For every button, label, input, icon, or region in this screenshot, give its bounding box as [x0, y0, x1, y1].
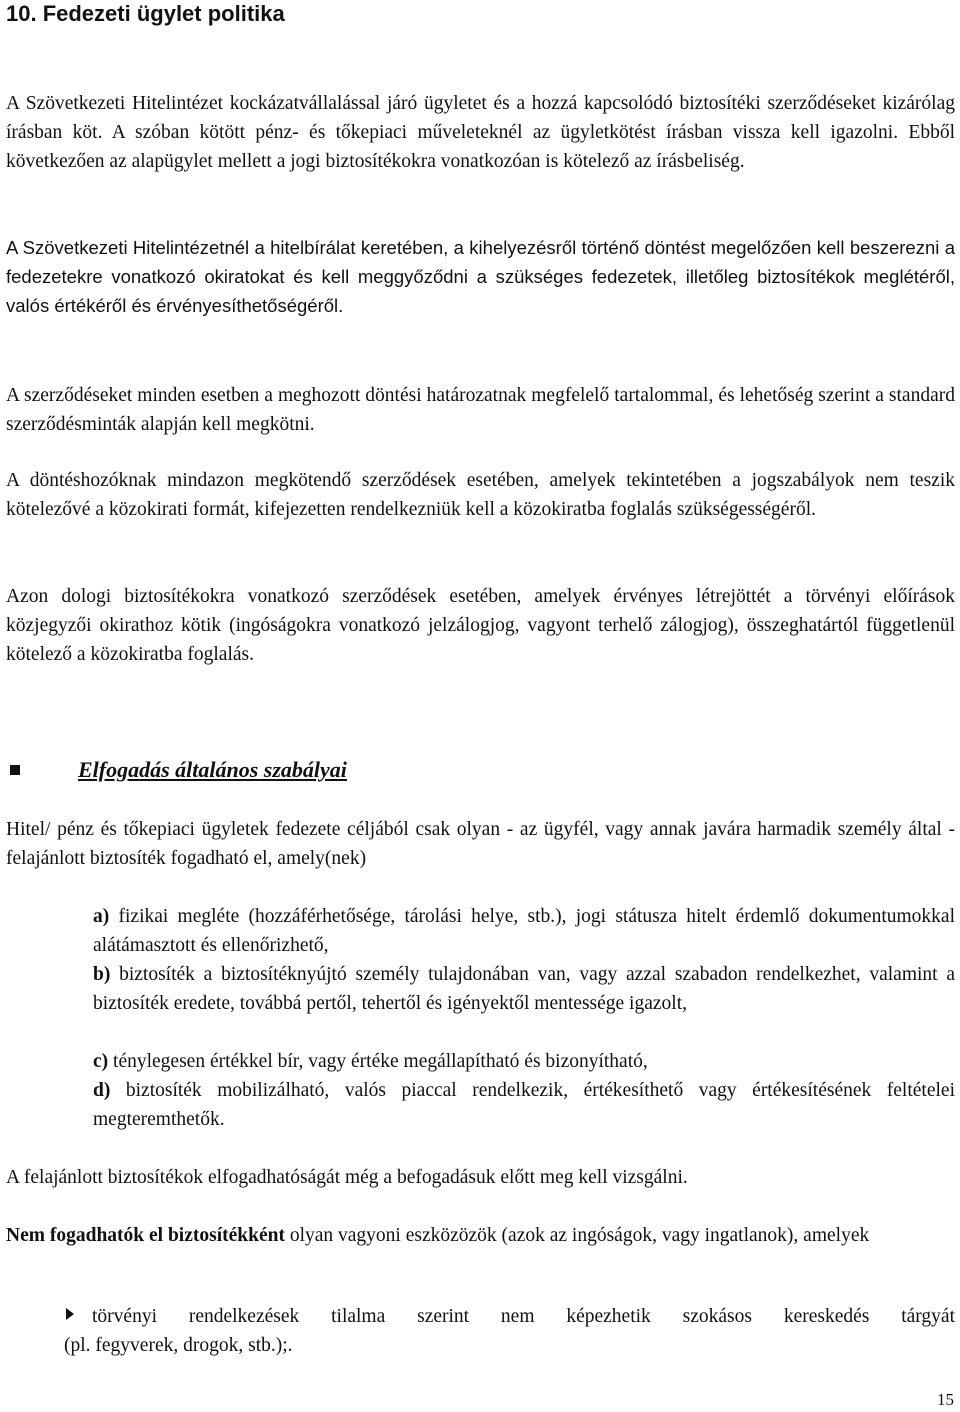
paragraph-real-collateral: Azon dologi biztosítékokra vonatkozó szerződések esetében, amelyek érvényes létrejöttét a törvényi előírások közjegyzői okirathoz kötik (ingóságokra vonatkozó jelzálogjog, vagyont terhelő zálogjog), összeghatártól függetlenül kötelező a közokiratba foglalás.	[6, 586, 955, 665]
list-label: c)	[93, 1051, 109, 1072]
bold-phrase: Nem fogadhatók el biztosítékként	[6, 1225, 285, 1246]
list-text: ténylegesen értékkel bír, vagy értéke megállapítható és bizonyítható,	[108, 1051, 648, 1072]
arrow-list-item	[66, 1302, 955, 1360]
section-heading: 10. Fedezeti ügylet politika	[6, 1, 285, 26]
list-item-c	[93, 1047, 955, 1076]
subsection-header	[6, 757, 347, 783]
list-text: biztosíték a biztosítéknyújtó személy tulajdonában van, vagy azzal szabadon rendelkezhet, valamint a biztosíték eredete, továbbá pertől, tehertől és igényektől mentessége igazolt,	[93, 964, 955, 1014]
square-bullet-icon	[10, 765, 20, 775]
list-label: a)	[93, 906, 110, 927]
paragraph-credit-assessment: A Szövetkezeti Hitelintézetnél a hitelbírálat keretében, a kihelyezésről történő döntést megelőzően kell beszerezni a fedezetekre vonatkozó okiratokat és kell meggyőződni a szükséges fedezetek, illetőleg biztosítékok meglétéről, valós értékéről és érvényesíthetőségéről.	[6, 237, 955, 316]
paragraph-notarial-deed: A döntéshozóknak mindazon megkötendő szerződések esetében, amelyek tekintetében a jogszabályok nem teszik kötelezővé a közokirati formát, kifejezetten rendelkezniük kell a közokiratba foglalás szükségességéről.	[6, 470, 955, 520]
arrow-right-icon	[66, 1308, 74, 1320]
subsection-title: Elfogadás általános szabályai	[78, 757, 347, 782]
paragraph-written-form: A Szövetkezeti Hitelintézet kockázatvállalással járó ügyletet és a hozzá kapcsolódó biztosítéki szerződéseket kizárólag írásban köt. A szóban kötött pénz- és tőkepiaci műveleteknél az ügyletkötést írásban vissza kell igazolni. Ebből következően az alapügylet mellett a jogi biztosítékokra vonatkozóan is kötelező az írásbeliség.	[6, 93, 955, 172]
paragraph-rest: olyan vagyoni eszközözök (azok az ingóságok, vagy ingatlanok), amelyek	[284, 1225, 870, 1246]
paragraph-contract-terms: A szerződéseket minden esetben a meghozott döntési határozatnak megfelelő tartalommal, és lehetőség szerint a standard szerződésminták alapján kell megkötni.	[6, 385, 955, 435]
list-item-b	[93, 960, 955, 1018]
arrow-item-line1: törvényi rendelkezések tilalma szerint nem képezhetik szokásos kereskedés tárgyát	[92, 1306, 955, 1327]
paragraph-not-acceptable	[6, 1221, 955, 1250]
page-number: 15	[937, 1390, 954, 1409]
list-item-a	[93, 902, 955, 960]
list-label: b)	[93, 964, 111, 985]
arrow-item-line2: (pl. fegyverek, drogok, stb.);.	[64, 1335, 293, 1356]
list-text: biztosíték mobilizálható, valós piaccal rendelkezik, értékesíthető vagy értékesítésének feltételei megteremthetők.	[93, 1080, 955, 1130]
list-item-d	[93, 1076, 955, 1134]
list-label: d)	[93, 1080, 111, 1101]
paragraph-examination: A felajánlott biztosítékok elfogadhatóságát még a befogadásuk előtt meg kell vizsgálni.	[6, 1167, 688, 1188]
paragraph-acceptance-intro: Hitel/ pénz és tőkepiaci ügyletek fedezete céljából csak olyan - az ügyfél, vagy annak javára harmadik személy által - felajánlott biztosíték fogadható el, amely(nek)	[6, 819, 955, 869]
list-text: fizikai megléte (hozzáférhetősége, tárolási helye, stb.), jogi státusza hitelt érdemlő dokumentumokkal alátámasztott és ellenőrizhető,	[93, 906, 955, 956]
